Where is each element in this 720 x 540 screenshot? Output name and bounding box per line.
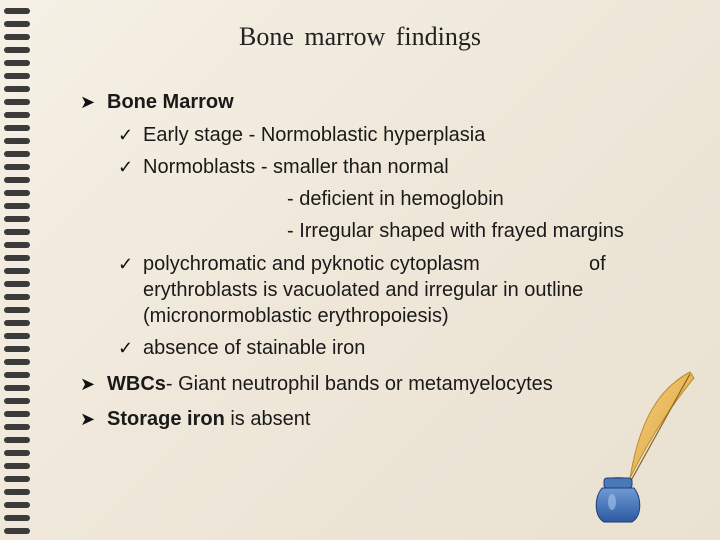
binding-ring <box>4 86 30 92</box>
subbullet-micronormoblastic: (micronormoblastic erythropoiesis) <box>143 305 449 327</box>
spiral-binding <box>0 0 40 540</box>
binding-ring <box>4 294 30 300</box>
bullet-wbcs-text: - Giant neutrophil bands or metamyelocytes <box>165 373 553 395</box>
binding-ring <box>4 164 30 170</box>
binding-ring <box>4 450 30 456</box>
bullet-storage-iron-text: is absent <box>224 408 311 430</box>
binding-ring <box>4 463 30 469</box>
binding-ring <box>4 73 30 79</box>
subbullet-polychromatic: polychromatic and pyknotic cytoplasm <box>143 253 480 275</box>
binding-ring <box>4 372 30 378</box>
subbullet-erythroblasts: erythroblasts is vacuolated and irregular in outline <box>143 279 584 301</box>
subbullet-absence-iron: absence of stainable iron <box>143 337 366 359</box>
binding-ring <box>4 281 30 287</box>
binding-ring <box>4 359 30 365</box>
binding-ring <box>4 333 30 339</box>
bullet-storage-iron-bold: Storage iron <box>107 408 225 430</box>
quill-inkwell-icon <box>590 368 700 528</box>
checkmark-icon: ✓ <box>118 338 134 358</box>
bullet-wbcs <box>107 373 553 396</box>
binding-ring <box>4 216 30 222</box>
subbullet-hemoglobin: - deficient in hemoglobin <box>287 188 504 210</box>
checkmark-icon: ✓ <box>118 157 134 177</box>
binding-ring <box>4 242 30 248</box>
binding-ring <box>4 60 30 66</box>
bullet-bone-marrow <box>107 91 234 114</box>
subbullet-normoblasts: Normoblasts - smaller than normal <box>143 156 449 178</box>
arrow-bullet-icon: ➤ <box>80 374 96 394</box>
binding-ring <box>4 125 30 131</box>
checkmark-icon: ✓ <box>118 125 134 145</box>
binding-ring <box>4 268 30 274</box>
bullet-bone-marrow-bold: Bone Marrow <box>107 91 234 113</box>
arrow-bullet-icon: ➤ <box>80 409 96 429</box>
bullet-storage-iron <box>107 408 310 431</box>
binding-ring <box>4 255 30 261</box>
binding-ring <box>4 320 30 326</box>
binding-ring <box>4 502 30 508</box>
binding-ring <box>4 112 30 118</box>
binding-ring <box>4 385 30 391</box>
binding-ring <box>4 346 30 352</box>
binding-ring <box>4 177 30 183</box>
binding-ring <box>4 437 30 443</box>
bullet-wbcs-bold: WBCs <box>107 373 166 395</box>
subbullet-irregular-shape: - Irregular shaped with frayed margins <box>287 220 624 242</box>
page-title: Bone marrow findings <box>239 22 481 51</box>
binding-ring <box>4 138 30 144</box>
subbullet-polychromatic-of: of <box>589 253 606 275</box>
binding-ring <box>4 8 30 14</box>
binding-ring <box>4 528 30 534</box>
checkmark-icon: ✓ <box>118 254 134 274</box>
binding-ring <box>4 476 30 482</box>
binding-ring <box>4 307 30 313</box>
binding-ring <box>4 515 30 521</box>
binding-ring <box>4 99 30 105</box>
binding-ring <box>4 489 30 495</box>
binding-ring <box>4 190 30 196</box>
binding-ring <box>4 203 30 209</box>
binding-ring <box>4 151 30 157</box>
binding-ring <box>4 229 30 235</box>
binding-ring <box>4 398 30 404</box>
binding-ring <box>4 411 30 417</box>
subbullet-early-stage: Early stage - Normoblastic hyperplasia <box>143 124 486 146</box>
binding-ring <box>4 424 30 430</box>
arrow-bullet-icon: ➤ <box>80 92 96 112</box>
